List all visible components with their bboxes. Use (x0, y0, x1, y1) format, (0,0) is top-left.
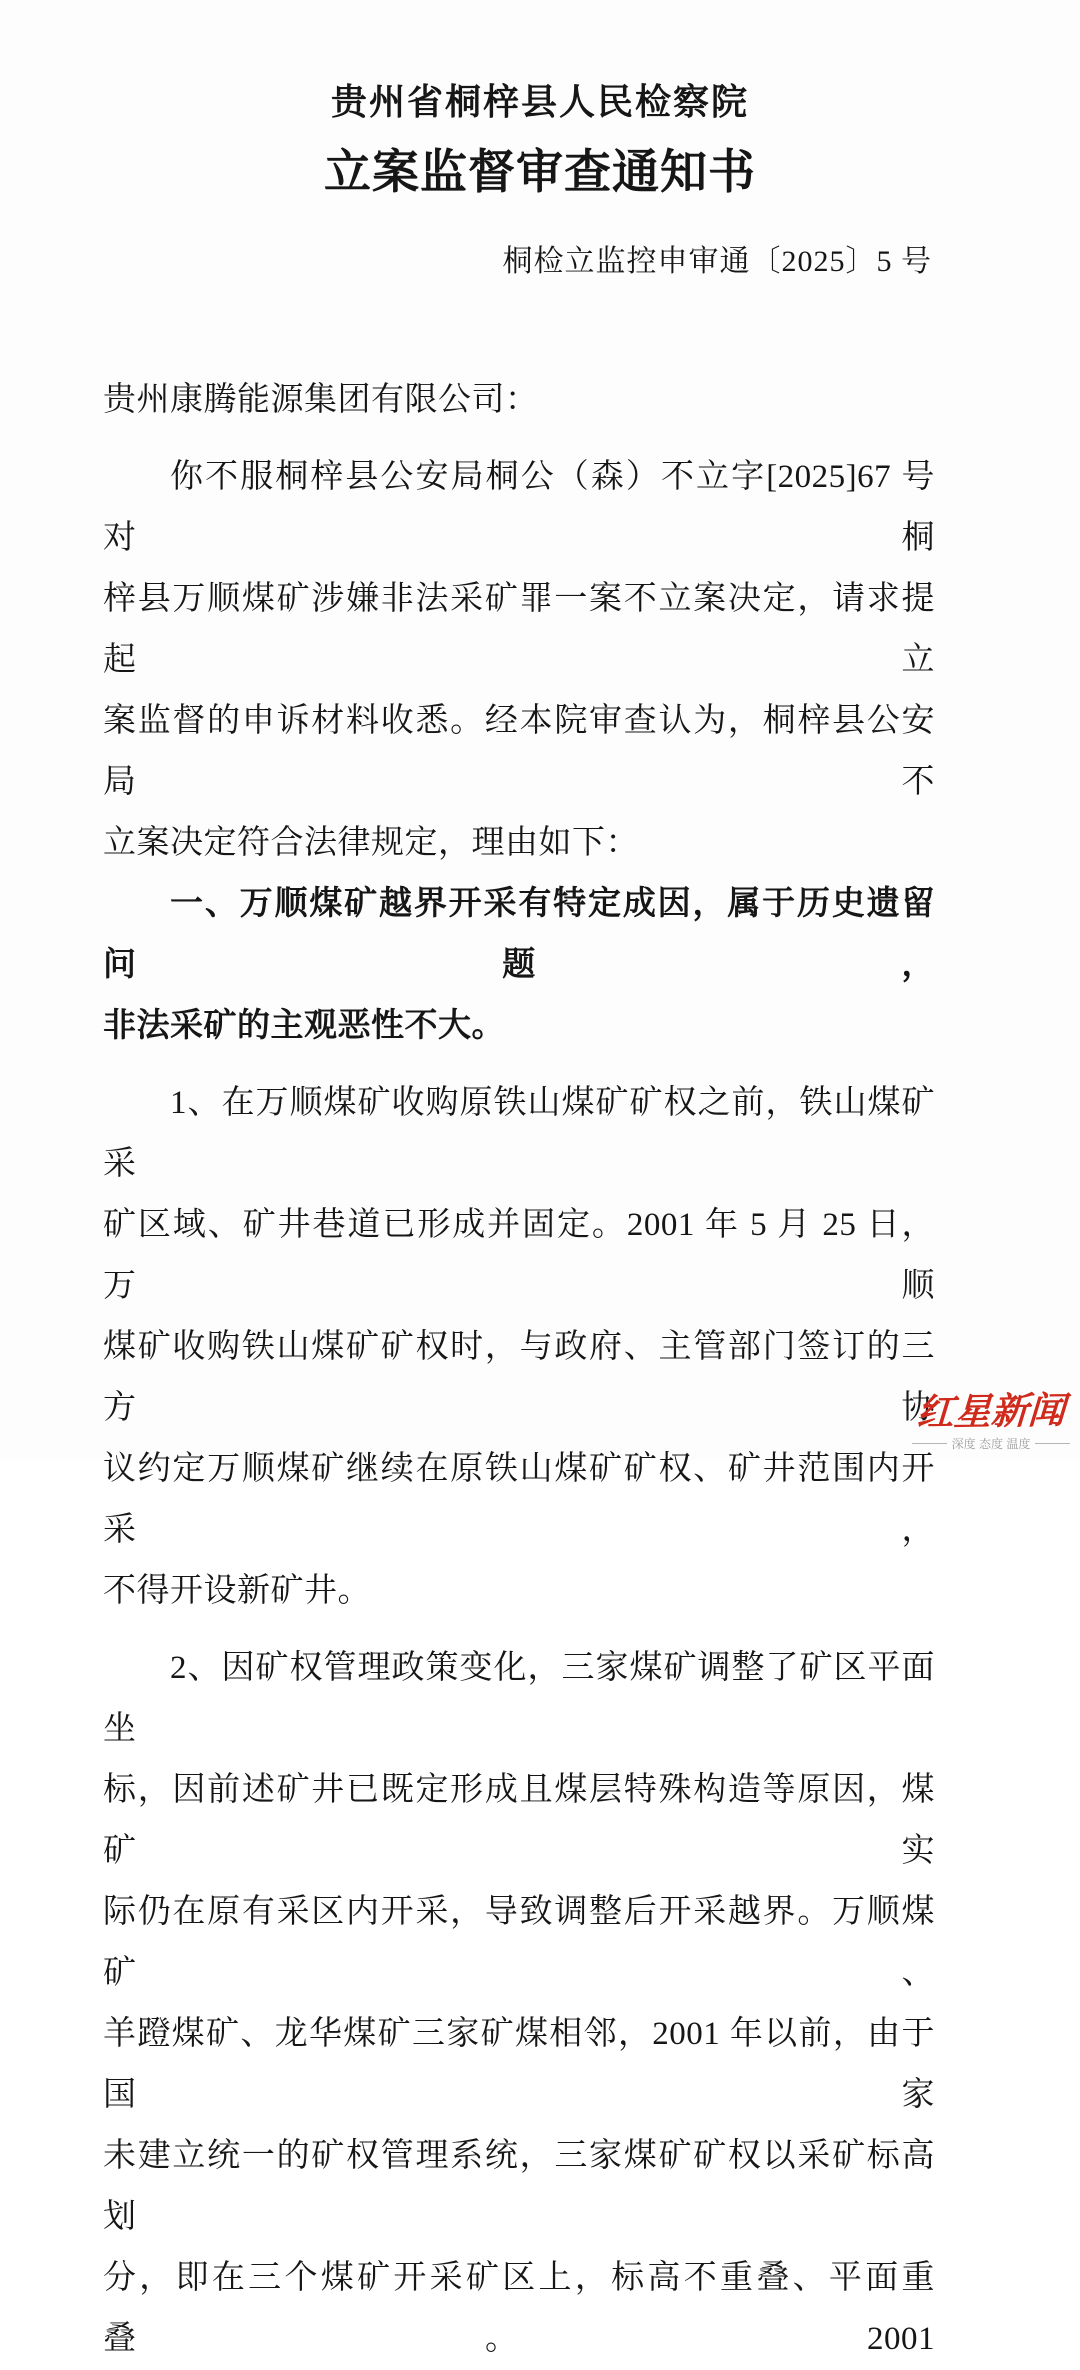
document-line: 1、在万顺煤矿收购原铁山煤矿矿权之前，铁山煤矿采 (103, 1085, 935, 1182)
brand-tagline (912, 1435, 1070, 1452)
tagline-text: 深度 态度 温度 (951, 1437, 1031, 1451)
document-line: 2、因矿权管理政策变化，三家煤矿调整了矿区平面坐 (103, 1650, 935, 1747)
document-line: 羊蹬煤矿、龙华煤矿三家矿煤相邻，2001 年以前，由于国家 (103, 2016, 935, 2113)
tagline-rule-left (912, 1443, 947, 1444)
document-line: 标，因前述矿井已既定形成且煤层特殊构造等原因，煤矿实 (103, 1772, 935, 1869)
document-line: 议约定万顺煤矿继续在原铁山煤矿矿权、矿井范围内开采， (103, 1451, 935, 1548)
document-line: 贵州康腾能源集团有限公司： (103, 382, 539, 418)
document-line: 未建立统一的矿权管理系统，三家煤矿矿权以采矿标高划 (103, 2138, 935, 2235)
document-line: 梓县万顺煤矿涉嫌非法采矿罪一案不立案决定，请求提起立 (103, 581, 935, 678)
document-line: 一、万顺煤矿越界开采有特定成因，属于历史遗留问题， (103, 886, 935, 983)
redstar-news-watermark (912, 1389, 1070, 1452)
doc-number: 桐检立监控申审通〔2025〕5 号 (502, 245, 932, 278)
document-line: 案监督的申诉材料收悉。经本院审查认为，桐梓县公安局不 (103, 703, 935, 800)
document-line: 分，即在三个煤矿开采矿区上，标高不重叠、平面重叠。2001 (103, 2260, 935, 2357)
document-line: 不得开设新矿井。 (103, 1573, 371, 1609)
document-line: 非法采矿的主观恶性不大。 (103, 1008, 505, 1044)
document-line: 际仍在原有采区内开采，导致调整后开采越界。万顺煤矿、 (103, 1894, 935, 1991)
document-line: 矿区域、矿井巷道已形成并固定。2001 年 5 月 25 日，万顺 (103, 1207, 935, 1304)
org-title: 贵州省桐梓县人民检察院 (330, 82, 749, 122)
doc-title: 立案监督审查通知书 (324, 147, 756, 199)
document-line: 你不服桐梓县公安局桐公（森）不立字[2025]67 号对桐 (103, 459, 935, 556)
document-line: 煤矿收购铁山煤矿矿权时，与政府、主管部门签订的三方协 (103, 1329, 935, 1426)
brand-logo-text: 红星新闻 (915, 1389, 1067, 1434)
document-body (103, 370, 935, 2370)
tagline-rule-right (1035, 1443, 1070, 1444)
document-line: 立案决定符合法律规定，理由如下： (103, 825, 639, 861)
